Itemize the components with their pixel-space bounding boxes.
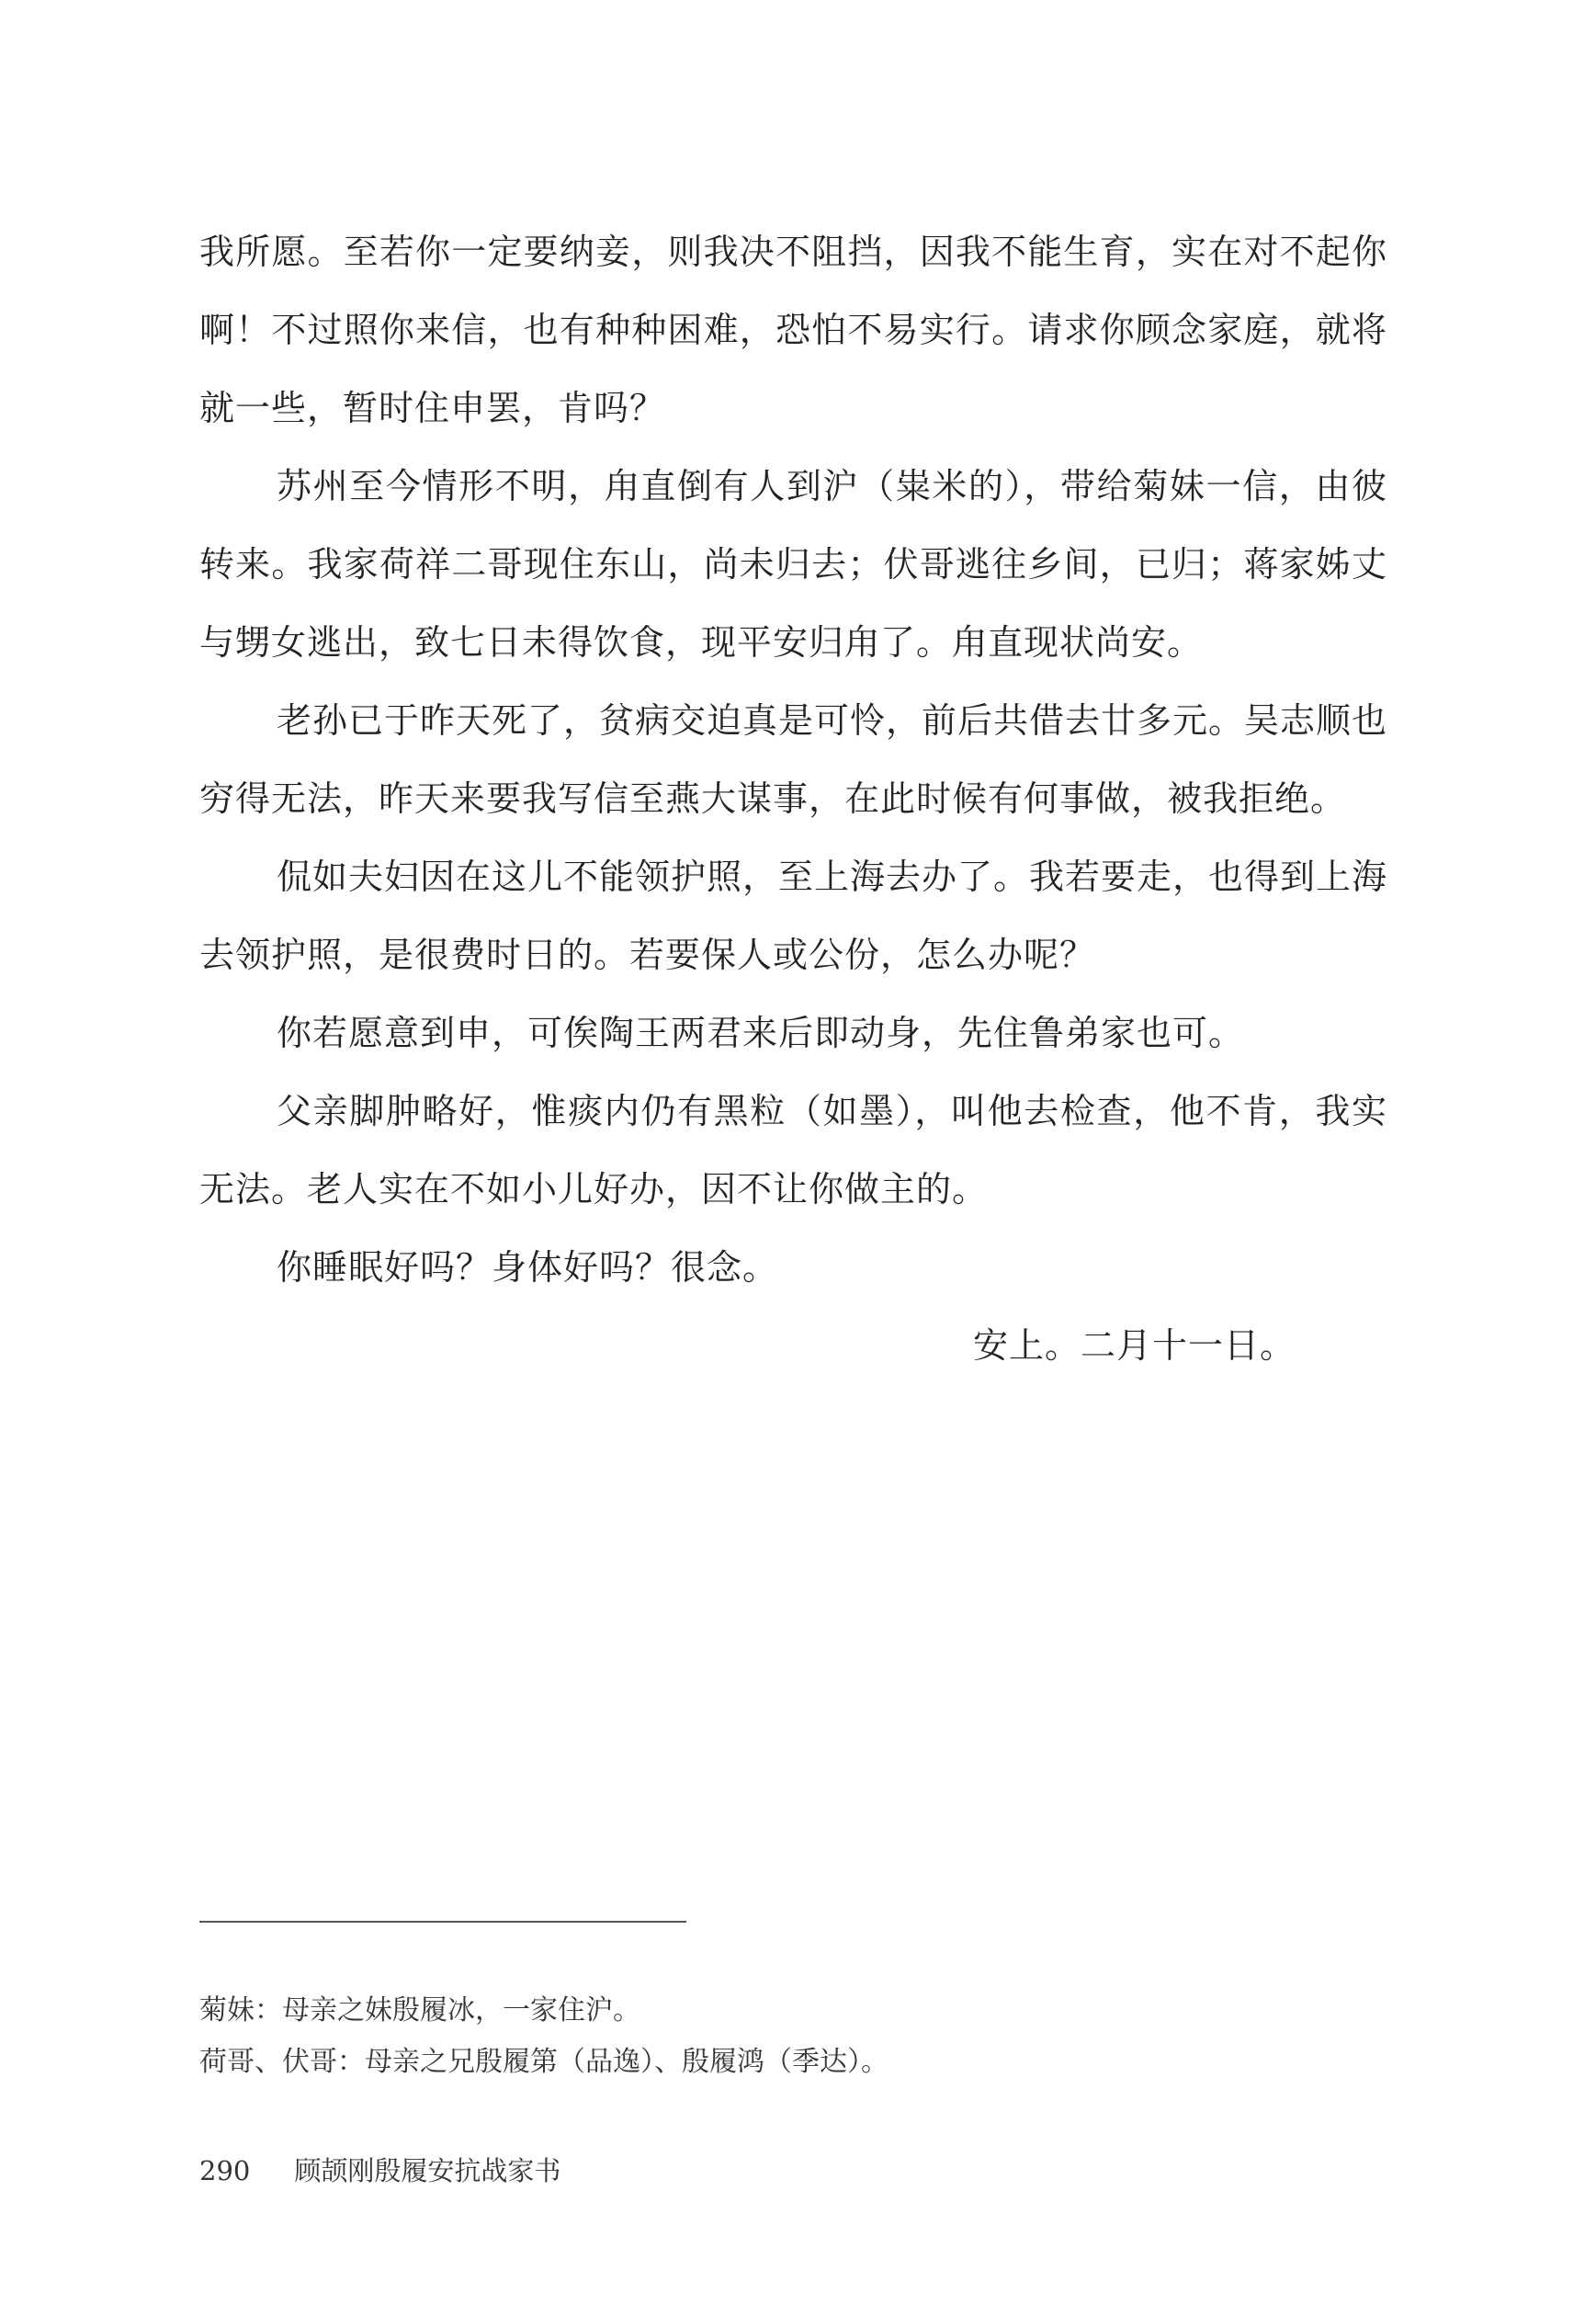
footnote: 荷哥、伏哥：母亲之兄殷履第（品逸）、殷履鸿（季达）。: [199, 2046, 889, 2078]
letter-paragraph: 你睡眠好吗？身体好吗？很念。: [277, 1247, 779, 1288]
book-title: 顾颉刚殷履安抗战家书: [294, 2155, 561, 2186]
letter-signoff: 安上。二月十一日。: [972, 1325, 1296, 1366]
footnotes: [199, 1985, 1387, 2088]
letter-body: [199, 213, 1387, 1385]
page-number: 290: [199, 2155, 251, 2186]
letter-paragraph: 老孙已于昨天死了，贫病交迫真是可怜，前后共借去廿多元。吴志顺也穷得无法，昨天来要我写信至燕大谋事，在此时候有何事做，被我拒绝。: [199, 700, 1388, 819]
page-footer: [199, 2152, 560, 2189]
letter-paragraph: 我所愿。至若你一定要纳妾，则我决不阻挡，因我不能生育，实在对不起你啊！不过照你来信，也有种种困难，恐怕不易实行。请求你顾念家庭，就将就一些，暂时住申罢，肯吗？: [199, 232, 1387, 428]
footnote-divider: [199, 1921, 686, 1923]
letter-paragraph: 苏州至今情形不明，甪直倒有人到沪（粜米的），带给菊妹一信，由彼转来。我家荷祥二哥现住东山，尚未归去；伏哥逃往乡间，已归；蒋家姊丈与甥女逃出，致七日未得饮食，现平安归甪了。甪直现状尚安。: [199, 466, 1387, 663]
letter-paragraph: 你若愿意到申，可俟陶王两君来后即动身，先住鲁弟家也可。: [277, 1013, 1245, 1053]
footnote: 菊妹：母亲之妹殷履冰，一家住沪。: [199, 1994, 640, 2026]
letter-paragraph: 侃如夫妇因在这儿不能领护照，至上海去办了。我若要走，也得到上海去领护照，是很费时日的。若要保人或公份，怎么办呢？: [199, 857, 1388, 975]
letter-paragraph: 父亲脚肿略好，惟痰内仍有黑粒（如墨），叫他去检查，他不肯，我实无法。老人实在不如小儿好办，因不让你做主的。: [199, 1091, 1387, 1209]
